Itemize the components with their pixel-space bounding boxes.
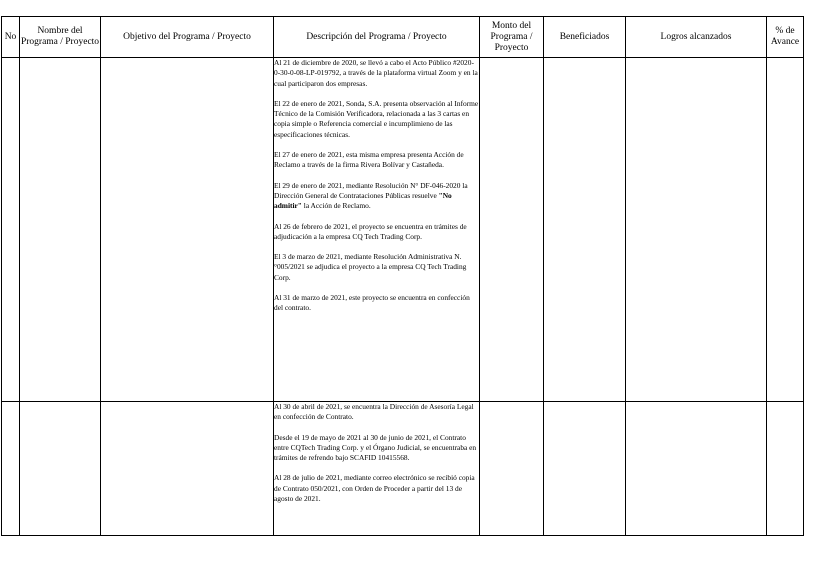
cell-no [2, 402, 20, 536]
header-beneficiados: Beneficiados [544, 17, 626, 58]
bold-phrase: "No admitir" [274, 190, 452, 211]
cell-objetivo [101, 402, 274, 536]
header-no: No [2, 17, 20, 58]
description-paragraph: Al 31 de marzo de 2021, este proyecto se encuentra en confección del contrato. [274, 293, 470, 313]
paragraph-text: El 29 de enero de 2021, mediante Resolución N° DF-046-2020 la Dirección General de Contrataciones Públicas resuelve [274, 180, 468, 200]
description-paragraph: El 27 de enero de 2021, esta misma empresa presenta Acción de Reclamo a través de la firma Rivera Bolívar y Castañeda. [274, 150, 464, 170]
description-paragraph: Desde el 19 de mayo de 2021 al 30 de junio de 2021, el Contrato entre CQTech Trading Corp. y el Órgano Judicial, se encuentraba en trámites de refrendo bajo SCAFID 10415568. [274, 432, 477, 463]
header-logros: Logros alcanzados [626, 17, 767, 58]
cell-beneficiados [544, 402, 626, 536]
cell-logros [626, 402, 767, 536]
table-row [2, 58, 804, 402]
paragraph-text-end: la Acción de Reclamo. [301, 201, 371, 211]
cell-avance [767, 402, 804, 536]
cell-descripcion [274, 402, 480, 536]
description-paragraph: El 3 de marzo de 2021, mediante Resolución Administrativa N.°005/2021 se adjudica el proyecto a la empresa CQ Tech Trading Corp. [274, 252, 467, 282]
header-avance: % de Avance [767, 17, 804, 58]
cell-logros [626, 58, 767, 402]
cell-descripcion [274, 58, 480, 402]
cell-nombre [20, 58, 101, 402]
header-objetivo: Objetivo del Programa / Proyecto [101, 17, 274, 58]
header-row [2, 17, 804, 58]
cell-monto [480, 58, 544, 402]
cell-avance [767, 58, 804, 402]
table-row [2, 402, 804, 536]
header-descripcion: Descripción del Programa / Proyecto [274, 17, 480, 58]
header-monto: Monto del Programa / Proyecto [480, 17, 544, 58]
cell-objetivo [101, 58, 274, 402]
description-paragraph: Al 30 de abril de 2021, se encuentra la Dirección de Asesoría Legal en confección de Contrato. [274, 402, 474, 422]
header-nombre: Nombre del Programa / Proyecto [20, 17, 101, 58]
cell-monto [480, 402, 544, 536]
description-paragraph: Al 26 de febrero de 2021, el proyecto se encuentra en trámites de adjudicación a la empresa CQ Tech Trading Corp. [274, 221, 467, 241]
cell-no [2, 58, 20, 402]
program-report-table [1, 16, 804, 536]
cell-beneficiados [544, 58, 626, 402]
description-paragraph: El 22 de enero de 2021, Sonda, S.A. presenta observación al Informe Técnico de la Comisión Verificadora, relacionada a las 3 cartas en copia simple o Referencia comercial e incumplimieno de las especificaciones técnicas. [274, 98, 479, 139]
description-paragraph: Al 21 de diciembre de 2020, se llevó a cabo el Acto Público #2020-0-30-0-08-LP-019792, a través de la plataforma virtual Zoom y en la cual participaron dos empresas. [274, 58, 478, 88]
description-paragraph: Al 28 de julio de 2021, mediante correo electrónico se recibió copia de Contrato 050/2021, con Orden de Proceder a partir del 13 de agosto de 2021. [274, 473, 475, 504]
description-paragraph [274, 181, 479, 212]
cell-nombre [20, 402, 101, 536]
